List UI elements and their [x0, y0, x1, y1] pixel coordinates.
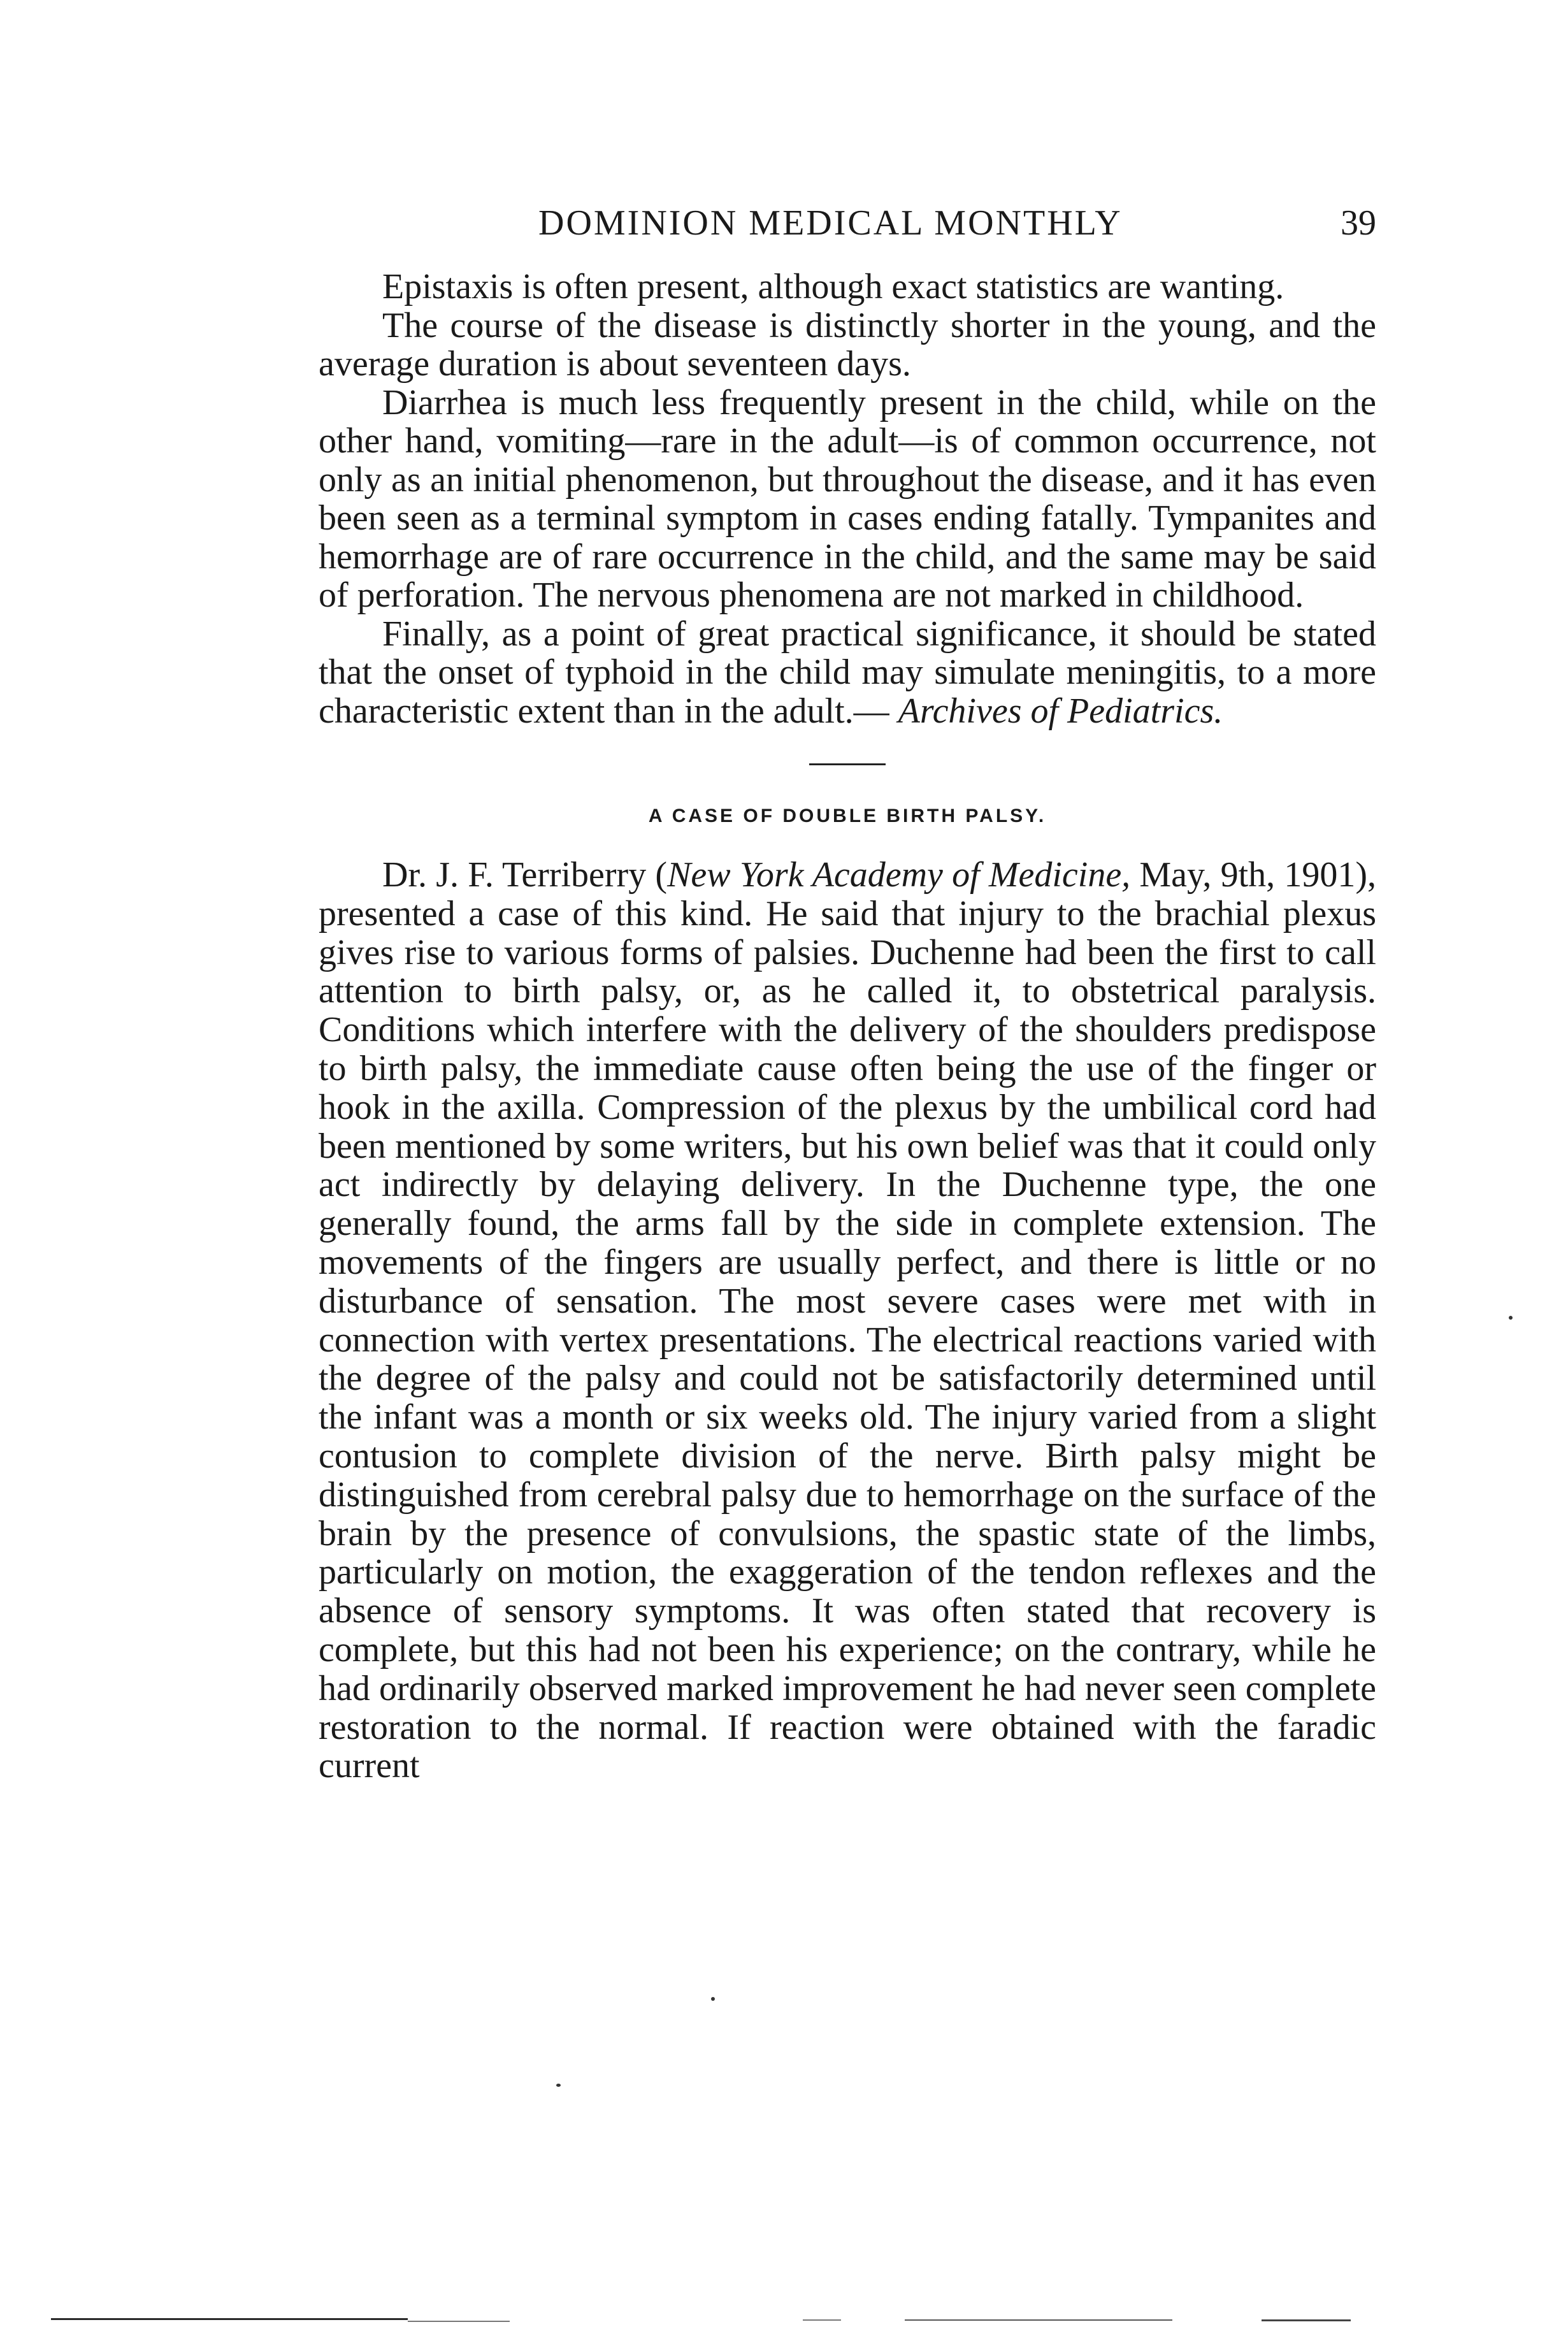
section-text: presented a case of this kind. He said that injury to the brachial plexus gives rise to various forms of palsies. Duchenne had been the first to call attention to birth palsy, or, as he called it, to obstetrical paralysis. Conditions which interfere with the delivery of the shoulders predispose to birth palsy, the immediate cause often being the use of the finger or hook in the axilla. Compression of the plexus by the umbilical cord had been mentioned by some writers, but his own belief was that it could only act indirectly by delaying delivery. In the Duchenne type, the one generally found, the arms fall by the side in complete extension. The movements of the fingers are usually perfect, and there is little or no disturbance of sensation. The most severe cases were met with in connection with vertex presentations. The electrical reactions varied with the degree of the palsy and could not be satisfactorily determined until the infant was a month or six weeks old. The injury varied from a slight contusion to complete division of the nerve. Birth palsy might be distinguished from cerebral palsy due to hemorrhage on the surface of the brain by the presence of convulsions, the spastic state of the limbs, particularly on motion, the exaggeration of the tendon reflexes and the absence of sensory symptoms. It was often stated that recovery is complete, but this had not been his experience; on the contrary, while he had ordinarily observed marked improvement he had never seen complete restoration to the normal. If reaction were obtained with the faradic current — [319, 893, 1376, 1786]
scan-speck — [1509, 1316, 1513, 1320]
lead-source: New York Academy of Medicine, — [667, 855, 1131, 895]
paragraph-course: The course of the disease is distinctly shorter in the young, and the average duration is about seventeen days. — [319, 305, 1376, 384]
paragraph-diarrhea: Diarrhea is much less frequently present in the child, while on the other hand, vomiting—rare in the adult—is of common occurrence, not only as an initial phenomenon, but throughout the disease, and it has even been seen as a terminal symptom in cases ending fatally. Tympanites and hemorrhage are of rare occurrence in the child, and the same may be said of perforation. The nervous phenomena are not marked in childhood. — [319, 382, 1376, 615]
lead-date: May, 9th, 1901), — [1130, 855, 1377, 895]
scan-speck — [711, 1997, 715, 2001]
paragraph-birth-palsy — [319, 856, 1376, 1785]
text-column — [319, 268, 1376, 1785]
paragraph-finally — [319, 615, 1376, 731]
scan-bottom-edge — [51, 2316, 1516, 2335]
citation-archives: Archives of Pediatrics. — [898, 691, 1223, 731]
edge-line — [905, 2319, 1172, 2321]
paragraph-finally-text: Finally, as a point of great practical significance, it should be stated that the onset of typhoid in the child may simulate meningitis, to a more characteristic extent than in the adult.— — [319, 614, 1376, 731]
section-heading: A CASE OF DOUBLE BIRTH PALSY. — [648, 805, 1047, 826]
running-title: DOMINION MEDICAL MONTHLY — [538, 203, 1123, 243]
paragraph-epistaxis: Epistaxis is often present, although exact statistics are wanting. — [382, 267, 1284, 306]
edge-line — [51, 2318, 408, 2320]
lead-author: Dr. J. F. Terriberry ( — [382, 855, 668, 895]
edge-line — [408, 2321, 510, 2322]
scan-speck — [556, 2084, 561, 2087]
edge-line — [1262, 2319, 1351, 2321]
page-header — [319, 203, 1376, 254]
edge-line — [803, 2319, 841, 2321]
page-number: 39 — [1341, 203, 1376, 243]
section-divider — [809, 763, 886, 765]
